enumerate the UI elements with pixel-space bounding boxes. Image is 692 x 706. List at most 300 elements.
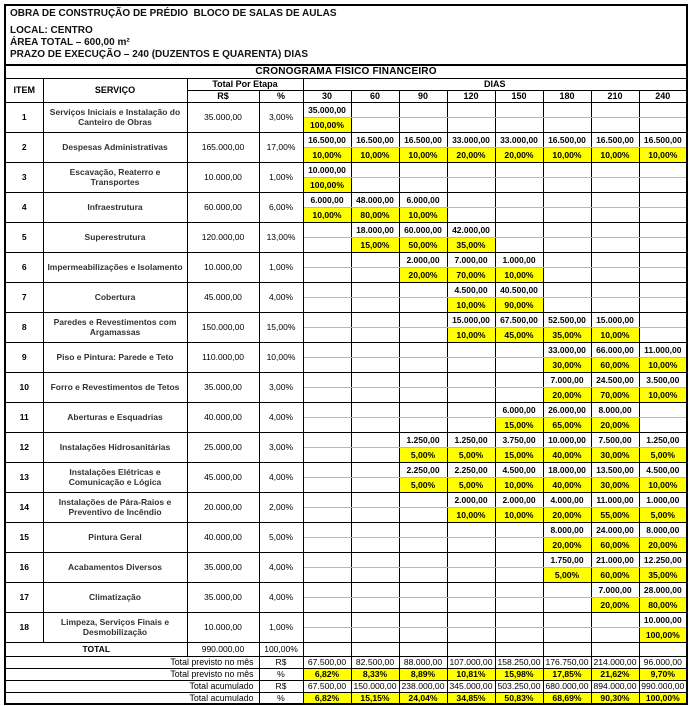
month-percent	[495, 357, 543, 372]
service-row-values	[5, 192, 687, 207]
item-number: 10	[5, 372, 43, 402]
footer-value: 10,81%	[447, 668, 495, 680]
month-percent	[495, 177, 543, 192]
month-percent: 10,00%	[495, 477, 543, 492]
month-percent	[303, 447, 351, 462]
month-percent: 80,00%	[351, 207, 399, 222]
month-value	[351, 312, 399, 327]
month-value: 10.000,00	[639, 612, 687, 627]
col-header-item: ITEM	[5, 78, 43, 102]
month-value: 33.000,00	[447, 132, 495, 147]
month-percent: 30,00%	[591, 447, 639, 462]
footer-value: 50,83%	[495, 692, 543, 704]
month-value: 24.500,00	[591, 372, 639, 387]
month-percent: 10,00%	[639, 387, 687, 402]
month-percent	[351, 507, 399, 522]
month-value: 2.000,00	[447, 492, 495, 507]
month-value	[543, 102, 591, 117]
service-row-values	[5, 312, 687, 327]
month-value	[303, 582, 351, 597]
service-row-values	[5, 252, 687, 267]
service-name: Piso e Pintura: Parede e Teto	[43, 342, 187, 372]
service-row-values	[5, 432, 687, 447]
month-percent: 15,00%	[495, 447, 543, 462]
footer-value: 67.500,00	[303, 680, 351, 692]
stage-total-percent: 1,00%	[259, 612, 303, 642]
footer-value: 238.000,00	[399, 680, 447, 692]
month-value	[447, 102, 495, 117]
footer-value: 214.000,00	[591, 656, 639, 668]
month-value	[303, 252, 351, 267]
month-percent	[351, 417, 399, 432]
month-value	[495, 612, 543, 627]
footer-value: 82.500,00	[351, 656, 399, 668]
month-percent: 20,00%	[447, 147, 495, 162]
month-percent	[351, 357, 399, 372]
month-value: 15.000,00	[591, 312, 639, 327]
month-percent	[399, 117, 447, 132]
footer-value: 24,04%	[399, 692, 447, 704]
stage-total-percent: 5,00%	[259, 522, 303, 552]
item-number: 7	[5, 282, 43, 312]
service-name: Instalações Hidrosanitárias	[43, 432, 187, 462]
month-percent	[495, 537, 543, 552]
month-value: 16.500,00	[543, 132, 591, 147]
month-percent: 20,00%	[495, 147, 543, 162]
month-value	[543, 162, 591, 177]
footer-value: 100,00%	[639, 692, 687, 704]
day-column-header: 90	[399, 90, 447, 102]
total-row	[5, 642, 687, 656]
month-value	[351, 492, 399, 507]
header-row-1	[5, 78, 687, 90]
month-value	[447, 342, 495, 357]
month-percent	[639, 117, 687, 132]
day-column-header: 60	[351, 90, 399, 102]
month-value: 7.000,00	[447, 252, 495, 267]
stage-total-value: 10.000,00	[187, 162, 259, 192]
schedule-body	[5, 102, 687, 642]
service-name: Limpeza, Serviços Finais e Desmobilização	[43, 612, 187, 642]
month-value	[447, 582, 495, 597]
footer-value: 68,69%	[543, 692, 591, 704]
stage-total-value: 35.000,00	[187, 552, 259, 582]
month-value: 35.000,00	[303, 102, 351, 117]
footer-value: 176.750,00	[543, 656, 591, 668]
month-percent: 10,00%	[591, 147, 639, 162]
footer-value: 894.000,00	[591, 680, 639, 692]
month-percent	[543, 297, 591, 312]
footer-unit: R$	[259, 656, 303, 668]
month-value: 7.000,00	[543, 372, 591, 387]
month-percent	[303, 387, 351, 402]
item-number: 16	[5, 552, 43, 582]
footer-value: 345.000,00	[447, 680, 495, 692]
month-value	[447, 552, 495, 567]
month-value: 33.000,00	[495, 132, 543, 147]
footer-value: 15,15%	[351, 692, 399, 704]
stage-total-percent: 3,00%	[259, 372, 303, 402]
stage-total-value: 25.000,00	[187, 432, 259, 462]
month-percent	[351, 327, 399, 342]
project-title: OBRA DE CONSTRUÇÃO DE PRÉDIO BLOCO DE SALAS DE AULAS	[10, 8, 337, 19]
item-number: 2	[5, 132, 43, 162]
stage-total-value: 150.000,00	[187, 312, 259, 342]
month-value: 48.000,00	[351, 192, 399, 207]
stage-total-percent: 4,00%	[259, 582, 303, 612]
month-value	[639, 402, 687, 417]
item-number: 5	[5, 222, 43, 252]
month-value	[351, 252, 399, 267]
item-number: 14	[5, 492, 43, 522]
month-percent	[303, 597, 351, 612]
month-percent: 15,00%	[351, 237, 399, 252]
month-percent	[351, 387, 399, 402]
total-row-empty-cell	[303, 642, 351, 656]
stage-total-percent: 4,00%	[259, 552, 303, 582]
footer-value: 6,82%	[303, 692, 351, 704]
service-name: Paredes e Revestimentos com Argamassas	[43, 312, 187, 342]
month-percent: 10,00%	[351, 147, 399, 162]
month-percent: 80,00%	[639, 597, 687, 612]
month-percent	[543, 597, 591, 612]
month-value	[639, 282, 687, 297]
footer-value: 17,85%	[543, 668, 591, 680]
service-row-values	[5, 282, 687, 297]
footer-value: 96.000,00	[639, 656, 687, 668]
service-row-values	[5, 102, 687, 117]
month-value	[399, 102, 447, 117]
schedule-foot	[5, 642, 687, 704]
stage-total-percent: 2,00%	[259, 492, 303, 522]
stage-total-value: 40.000,00	[187, 402, 259, 432]
month-percent: 30,00%	[591, 477, 639, 492]
month-percent	[351, 447, 399, 462]
month-percent	[495, 237, 543, 252]
month-percent	[591, 627, 639, 642]
stage-total-value: 40.000,00	[187, 522, 259, 552]
month-percent: 5,00%	[639, 507, 687, 522]
month-value	[303, 552, 351, 567]
month-percent: 10,00%	[543, 147, 591, 162]
table-title: CRONOGRAMA FÍSICO FINANCEIRO	[5, 65, 687, 78]
month-value	[447, 162, 495, 177]
service-row-values	[5, 492, 687, 507]
footer-value: 67.500,00	[303, 656, 351, 668]
month-value	[543, 222, 591, 237]
month-value	[591, 162, 639, 177]
month-percent	[447, 627, 495, 642]
project-info-box	[4, 4, 688, 64]
month-percent	[399, 177, 447, 192]
month-percent	[543, 207, 591, 222]
month-percent	[303, 297, 351, 312]
item-number: 8	[5, 312, 43, 342]
month-value	[351, 432, 399, 447]
month-percent	[303, 417, 351, 432]
month-value: 66.000,00	[591, 342, 639, 357]
month-value: 42.000,00	[447, 222, 495, 237]
stage-total-value: 10.000,00	[187, 252, 259, 282]
month-value	[495, 192, 543, 207]
footer-value: 6,82%	[303, 668, 351, 680]
month-percent: 5,00%	[399, 447, 447, 462]
month-value	[303, 462, 351, 477]
month-value: 26.000,00	[543, 402, 591, 417]
month-percent: 20,00%	[591, 417, 639, 432]
service-name: Despesas Administrativas	[43, 132, 187, 162]
service-name: Superestrutura	[43, 222, 187, 252]
month-value	[351, 522, 399, 537]
month-value	[495, 102, 543, 117]
month-percent	[351, 597, 399, 612]
service-name: Cobertura	[43, 282, 187, 312]
month-value	[399, 342, 447, 357]
stage-total-percent: 17,00%	[259, 132, 303, 162]
stage-total-percent: 4,00%	[259, 402, 303, 432]
total-row-empty-cell	[447, 642, 495, 656]
month-value: 16.500,00	[351, 132, 399, 147]
month-value: 4.500,00	[447, 282, 495, 297]
month-percent: 65,00%	[543, 417, 591, 432]
month-percent: 60,00%	[591, 567, 639, 582]
stage-total-percent: 1,00%	[259, 252, 303, 282]
month-value: 2.000,00	[495, 492, 543, 507]
month-percent	[591, 297, 639, 312]
month-percent	[495, 207, 543, 222]
month-value	[303, 222, 351, 237]
month-value	[351, 402, 399, 417]
day-column-header: 30	[303, 90, 351, 102]
service-row-values	[5, 462, 687, 477]
month-percent: 55,00%	[591, 507, 639, 522]
col-header-rs: R$	[187, 90, 259, 102]
month-value: 7.500,00	[591, 432, 639, 447]
month-value: 18.000,00	[543, 462, 591, 477]
month-percent: 20,00%	[639, 537, 687, 552]
item-number: 13	[5, 462, 43, 492]
month-percent	[447, 567, 495, 582]
stage-total-percent: 4,00%	[259, 282, 303, 312]
footer-value: 158.250,00	[495, 656, 543, 668]
month-percent	[399, 327, 447, 342]
month-value: 4.000,00	[543, 492, 591, 507]
month-value	[303, 312, 351, 327]
month-value: 28.000,00	[639, 582, 687, 597]
service-row-values	[5, 552, 687, 567]
stage-total-value: 45.000,00	[187, 282, 259, 312]
month-percent	[591, 267, 639, 282]
table-title-row	[5, 65, 687, 78]
service-name: Escavação, Reaterro e Transportes	[43, 162, 187, 192]
service-row-values	[5, 402, 687, 417]
month-value: 67.500,00	[495, 312, 543, 327]
month-percent	[399, 537, 447, 552]
total-row-empty-cell	[351, 642, 399, 656]
month-percent: 10,00%	[303, 207, 351, 222]
month-percent	[399, 357, 447, 372]
month-value	[639, 312, 687, 327]
month-value	[591, 612, 639, 627]
month-percent	[303, 357, 351, 372]
month-value: 4.500,00	[495, 462, 543, 477]
month-value	[543, 192, 591, 207]
service-row-values	[5, 132, 687, 147]
month-percent: 30,00%	[543, 357, 591, 372]
month-percent	[447, 417, 495, 432]
stage-total-value: 20.000,00	[187, 492, 259, 522]
footer-value: 150.000,00	[351, 680, 399, 692]
month-value	[399, 372, 447, 387]
item-number: 1	[5, 102, 43, 132]
month-value	[639, 192, 687, 207]
month-percent	[591, 237, 639, 252]
col-header-total-por-etapa: Total Por Etapa	[187, 78, 303, 90]
month-value	[399, 612, 447, 627]
month-value: 1.750,00	[543, 552, 591, 567]
item-number: 4	[5, 192, 43, 222]
month-percent	[447, 597, 495, 612]
month-value	[303, 612, 351, 627]
stage-total-percent: 3,00%	[259, 102, 303, 132]
month-value	[639, 252, 687, 267]
month-value: 16.500,00	[399, 132, 447, 147]
month-value	[399, 162, 447, 177]
footer-row	[5, 680, 687, 692]
month-percent: 35,00%	[543, 327, 591, 342]
month-value: 8.000,00	[543, 522, 591, 537]
stage-total-percent: 6,00%	[259, 192, 303, 222]
month-percent: 5,00%	[399, 477, 447, 492]
footer-label: Total acumulado	[5, 680, 259, 692]
month-percent: 70,00%	[591, 387, 639, 402]
total-row-empty-cell	[399, 642, 447, 656]
month-percent	[543, 177, 591, 192]
month-value	[303, 522, 351, 537]
month-percent	[447, 177, 495, 192]
footer-row	[5, 668, 687, 680]
total-row-empty-cell	[591, 642, 639, 656]
stage-total-percent: 4,00%	[259, 462, 303, 492]
month-percent: 45,00%	[495, 327, 543, 342]
month-percent	[351, 537, 399, 552]
stage-total-percent: 3,00%	[259, 432, 303, 462]
month-value	[543, 582, 591, 597]
stage-total-value: 165.000,00	[187, 132, 259, 162]
month-value: 1.250,00	[639, 432, 687, 447]
month-value	[351, 102, 399, 117]
month-value	[639, 222, 687, 237]
month-value: 16.500,00	[639, 132, 687, 147]
month-percent	[639, 207, 687, 222]
month-percent: 20,00%	[543, 507, 591, 522]
grand-total-percent: 100,00%	[259, 642, 303, 656]
total-row-empty-cell	[495, 642, 543, 656]
stage-total-value: 10.000,00	[187, 612, 259, 642]
month-value	[351, 612, 399, 627]
month-value	[447, 372, 495, 387]
month-value	[447, 192, 495, 207]
month-value	[495, 552, 543, 567]
month-percent	[591, 177, 639, 192]
month-value	[639, 102, 687, 117]
footer-value: 8,89%	[399, 668, 447, 680]
month-percent	[639, 327, 687, 342]
month-value	[495, 342, 543, 357]
month-value: 11.000,00	[639, 342, 687, 357]
service-row-values	[5, 372, 687, 387]
footer-label: Total previsto no mês	[5, 668, 259, 680]
month-value	[591, 192, 639, 207]
footer-label: Total acumulado	[5, 692, 259, 704]
month-percent: 70,00%	[447, 267, 495, 282]
month-percent: 10,00%	[399, 207, 447, 222]
month-value: 3.750,00	[495, 432, 543, 447]
month-percent: 10,00%	[639, 357, 687, 372]
item-number: 17	[5, 582, 43, 612]
month-value	[543, 282, 591, 297]
service-row-values	[5, 582, 687, 597]
service-row-values	[5, 342, 687, 357]
month-value: 10.000,00	[303, 162, 351, 177]
stage-total-percent: 15,00%	[259, 312, 303, 342]
month-percent	[303, 477, 351, 492]
month-value	[399, 312, 447, 327]
service-row-values	[5, 612, 687, 627]
month-percent	[303, 537, 351, 552]
month-value: 3.500,00	[639, 372, 687, 387]
month-value: 1.250,00	[399, 432, 447, 447]
month-value	[351, 582, 399, 597]
footer-value: 21,62%	[591, 668, 639, 680]
month-value	[591, 102, 639, 117]
month-value	[639, 162, 687, 177]
month-percent: 90,00%	[495, 297, 543, 312]
project-area: ÁREA TOTAL – 600,00 m²	[10, 37, 130, 48]
month-value: 7.000,00	[591, 582, 639, 597]
month-percent	[495, 627, 543, 642]
month-percent	[495, 597, 543, 612]
month-percent: 5,00%	[543, 567, 591, 582]
month-value	[303, 372, 351, 387]
day-column-header: 120	[447, 90, 495, 102]
month-percent	[399, 597, 447, 612]
month-percent	[303, 267, 351, 282]
service-name: Instalações Elétricas e Comunicação e Lógica	[43, 462, 187, 492]
month-value	[399, 282, 447, 297]
stage-total-value: 35.000,00	[187, 372, 259, 402]
month-percent	[399, 297, 447, 312]
footer-value: 107.000,00	[447, 656, 495, 668]
month-value: 16.500,00	[303, 132, 351, 147]
month-percent	[639, 297, 687, 312]
month-value	[303, 402, 351, 417]
footer-value: 503.250,00	[495, 680, 543, 692]
month-percent	[303, 627, 351, 642]
month-percent	[447, 537, 495, 552]
month-percent: 35,00%	[639, 567, 687, 582]
month-value	[543, 252, 591, 267]
month-percent	[639, 177, 687, 192]
month-value	[351, 462, 399, 477]
month-percent	[399, 567, 447, 582]
item-number: 12	[5, 432, 43, 462]
col-header-servico: SERVIÇO	[43, 78, 187, 102]
month-value	[399, 582, 447, 597]
month-percent	[399, 507, 447, 522]
total-row-empty-cell	[639, 642, 687, 656]
col-header-pct: %	[259, 90, 303, 102]
